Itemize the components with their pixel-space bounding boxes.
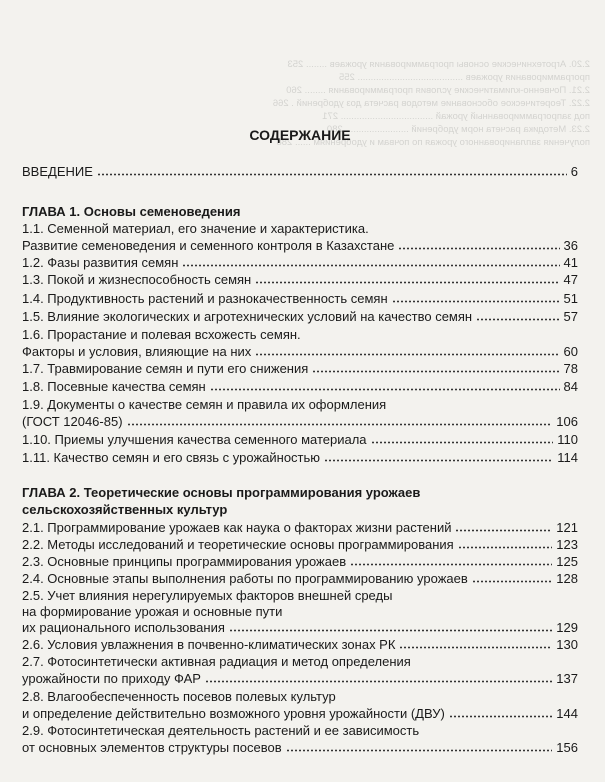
toc-entry — [22, 431, 578, 448]
toc-entry-text: 1.7. Травмирование семян и пути его снижения — [22, 361, 309, 376]
leader-dots — [255, 281, 559, 284]
toc-entry-text: 2.2. Методы исследований и теоретические основы программирования — [22, 537, 454, 552]
leader-dots — [210, 388, 560, 391]
toc-entry-text: 1.5. Влияние экологических и агротехнических условий на качество семян — [22, 309, 473, 324]
leader-dots — [182, 264, 559, 267]
toc-entry-text: 2.9. Фотосинтетическая деятельность растений и ее зависимость — [22, 723, 420, 738]
toc-entry — [22, 536, 578, 553]
leader-dots — [229, 629, 552, 632]
toc-entry-page: 123 — [556, 537, 578, 552]
leader-dots — [350, 563, 552, 566]
toc-entry-page: 137 — [556, 671, 578, 686]
toc-entry-text: ГЛАВА 2. Теоретические основы программирования урожаев — [22, 485, 421, 500]
bleed-line: под запрограммированный урожай ................................... 271 — [322, 111, 590, 122]
leader-dots — [286, 749, 553, 752]
toc-entry-text: 2.8. Влагообеспеченность посевов полевых культур — [22, 689, 336, 704]
toc-entry-page: 78 — [563, 361, 578, 376]
toc-entry-text: на формирование урожая и основные пути — [22, 604, 283, 619]
toc-entry-page: 130 — [556, 637, 578, 652]
toc-entry — [22, 308, 578, 325]
toc-entry — [22, 519, 578, 536]
toc-chapter-heading — [22, 484, 578, 501]
leader-dots — [255, 353, 559, 356]
toc-entry — [22, 653, 578, 670]
leader-dots — [458, 546, 553, 549]
toc-entry-text: 1.4. Продуктивность растений и разнокачественность семян — [22, 291, 388, 306]
leader-dots — [324, 459, 553, 462]
toc-entry-text: урожайности по приходу ФАР — [22, 671, 201, 686]
leader-dots — [472, 580, 553, 583]
leader-dots — [455, 529, 552, 532]
bleed-line: 2.20. Агротехнические основы программирования урожаев ........ 253 — [287, 59, 590, 70]
toc-entry-text: ГЛАВА 1. Основы семеноведения — [22, 204, 241, 219]
page-title: СОДЕРЖАНИЕ — [249, 127, 351, 143]
toc-entry — [22, 343, 578, 360]
toc-entry — [22, 237, 578, 254]
leader-dots — [476, 318, 559, 321]
toc-entry-text: 2.1. Программирование урожаев как наука о факторах жизни растений — [22, 520, 452, 535]
bleed-line: 2.21. Почвенно-климатические условия программирования ........ 260 — [286, 85, 590, 96]
toc-entry-text: 1.3. Покой и жизнеспособность семян — [22, 272, 252, 287]
leader-dots — [449, 715, 552, 718]
toc-entry-page: 144 — [556, 706, 578, 721]
toc-entry-page: 125 — [556, 554, 578, 569]
toc-entry — [22, 271, 578, 288]
toc-entry-text: 1.8. Посевные качества семян — [22, 379, 206, 394]
toc-chapter-heading — [22, 203, 578, 220]
toc-entry-text: 2.7. Фотосинтетически активная радиация и метод определения — [22, 654, 411, 669]
bleed-line: 2.23. Методика расчета норм удобрений ........................ 280 — [326, 124, 590, 135]
toc-entry-text: 2.3. Основные принципы программирования урожаев — [22, 554, 347, 569]
toc-entry-text: 1.1. Семенной материал, его значение и характеристика. — [22, 221, 369, 236]
toc-entry-text: Развитие семеноведения и семенного контроля в Казахстане — [22, 238, 395, 253]
toc-entry — [22, 449, 578, 466]
toc-entry-page: 156 — [556, 740, 578, 755]
toc-entry-text: сельскохозяйственных культур — [22, 502, 228, 517]
toc-entry — [22, 360, 578, 377]
toc-entry — [22, 670, 578, 687]
toc-entry-text: 1.10. Приемы улучшения качества семенного материала — [22, 432, 367, 447]
bleed-line: программирования урожаев ........................................ 255 — [338, 72, 590, 83]
toc-entry — [22, 619, 578, 636]
toc-entry-text: Факторы и условия, влияющие на них — [22, 344, 252, 359]
leader-dots — [127, 423, 553, 426]
bleed-line: получения запланированного урожая по почвам и удобрениям ...... 288 — [276, 137, 590, 148]
toc-entry-text: 1.11. Качество семян и его связь с урожайностью — [22, 450, 321, 465]
toc-entry-text: 2.4. Основные этапы выполнения работы по программированию урожаев — [22, 571, 468, 586]
toc-entry — [22, 413, 578, 430]
toc-entry-text: 1.9. Документы о качестве семян и правила их оформления — [22, 397, 387, 412]
toc-entry — [22, 722, 578, 739]
toc-entry — [22, 553, 578, 570]
toc-entry — [22, 603, 578, 620]
toc-entry — [22, 570, 578, 587]
toc-entry-text: ВВЕДЕНИЕ — [22, 164, 93, 179]
toc-entry — [22, 220, 578, 237]
toc-entry — [22, 254, 578, 271]
toc-entry-text: и определение действительно возможного уровня урожайности (ДВУ) — [22, 706, 445, 721]
bleed-line: 2.22. Теоретическое обоснование методов расчета доз удобрений . 266 — [272, 98, 590, 109]
toc-entry — [22, 163, 578, 180]
leader-dots — [398, 247, 559, 250]
toc-entry-page: 114 — [557, 450, 578, 465]
toc-entry-text: 2.5. Учет влияния нерегулируемых факторов внешней среды — [22, 588, 393, 603]
toc-entry — [22, 636, 578, 653]
toc-entry-text: их рационального использования — [22, 620, 225, 635]
toc-entry-page: 106 — [556, 414, 578, 429]
toc-entry-page: 41 — [563, 255, 578, 270]
leader-dots — [312, 370, 559, 373]
toc-entry-page: 57 — [563, 309, 578, 324]
toc-entry — [22, 705, 578, 722]
leader-dots — [399, 646, 552, 649]
toc-entry-page: 60 — [563, 344, 578, 359]
toc-chapter-heading — [22, 501, 578, 518]
toc-entry-text: 1.2. Фазы развития семян — [22, 255, 179, 270]
toc-entry-page: 128 — [556, 571, 578, 586]
toc-entry — [22, 290, 578, 307]
toc-entry-page: 36 — [563, 238, 578, 253]
toc-entry — [22, 739, 578, 756]
toc-entry-text: 2.6. Условия увлажнения в почвенно-климатических зонах РК — [22, 637, 396, 652]
leader-dots — [392, 300, 560, 303]
toc-entry — [22, 378, 578, 395]
toc-entry — [22, 587, 578, 604]
toc-entry-page: 51 — [563, 291, 578, 306]
toc-entry-text: от основных элементов структуры посевов — [22, 740, 282, 755]
toc-entry-text: (ГОСТ 12046-85) — [22, 414, 123, 429]
toc-entry-page: 47 — [563, 272, 578, 287]
toc-entry-page: 110 — [557, 432, 578, 447]
toc-entry-page: 84 — [563, 379, 578, 394]
toc-entry-page: 129 — [556, 620, 578, 635]
toc-entry — [22, 396, 578, 413]
toc-entry — [22, 688, 578, 705]
leader-dots — [371, 441, 554, 444]
leader-dots — [97, 173, 567, 176]
toc-entry-text: 1.6. Прорастание и полевая всхожесть семян. — [22, 327, 301, 342]
toc-entry-page: 6 — [570, 164, 578, 179]
toc-entry — [22, 326, 578, 343]
toc-entry-page: 121 — [556, 520, 578, 535]
leader-dots — [205, 680, 552, 683]
